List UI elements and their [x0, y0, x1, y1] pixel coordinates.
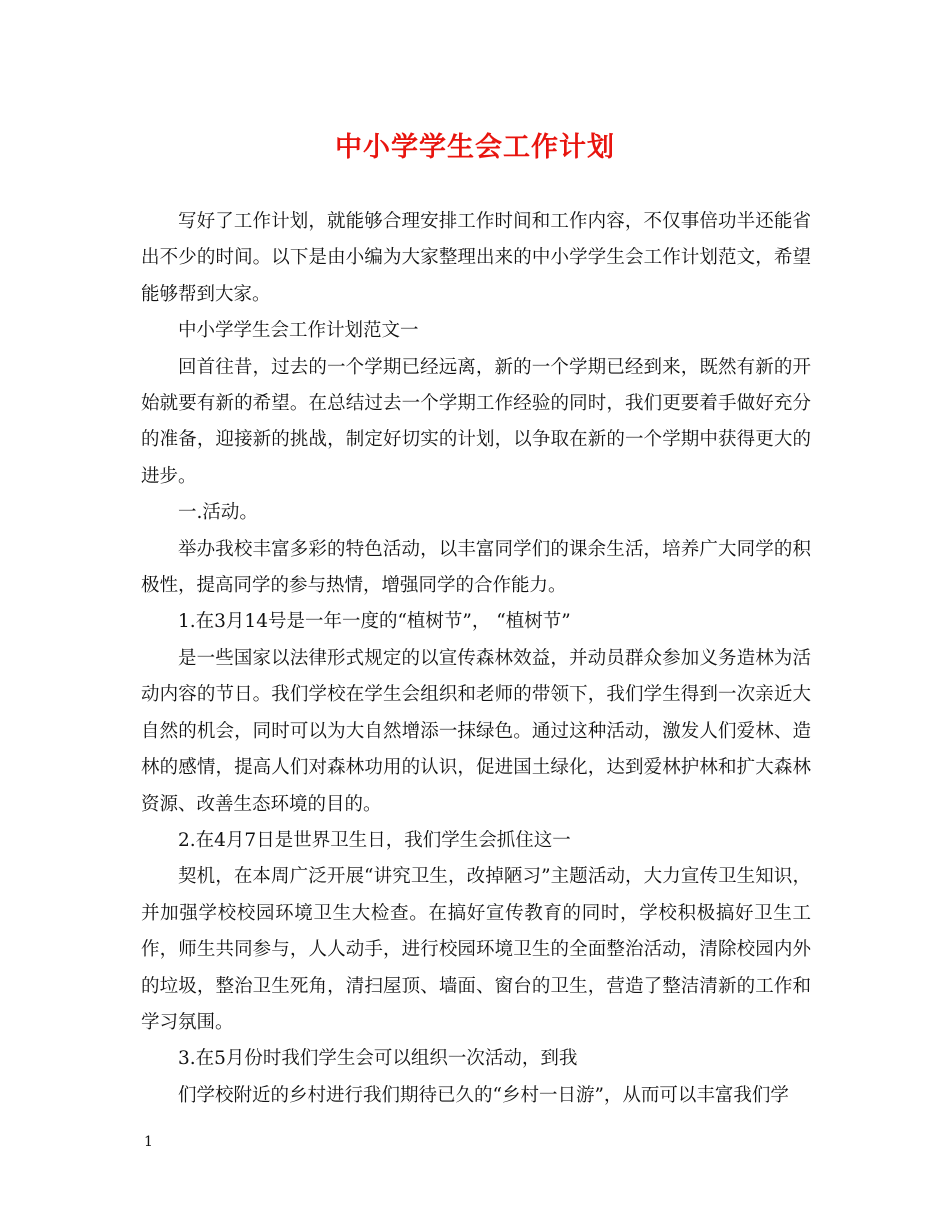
paragraph-sample-heading: 中小学学生会工作计划范文一: [178, 320, 419, 342]
paragraph-item-1: 1.在3月14号是一年一度的“植树节”， “植树节”: [178, 611, 571, 633]
paragraph-item-1-detail: 是一些国家以法律形式规定的以宣传森林效益，并动员群众参加义务造林为活动内容的节日。我们学校在学生会组织和老师的带领下，我们学生得到一次亲近大自然的机会，同时可以为大自然增添一抹绿色。通过这种活动，激发人们爱林、造林的感情，提高人们对森林功用的认识，促进国土绿化，达到爱林护林和扩大森林资源、改善生态环境的目的。: [141, 647, 811, 815]
document-title: 中小学学生会工作计划: [335, 132, 615, 163]
paragraph-activities-goal: 举办我校丰富多彩的特色活动，以丰富同学们的课余生活，培养广大同学的积极性，提高同学的参与热情，增强同学的合作能力。: [141, 538, 811, 597]
paragraph-intro: 写好了工作计划，就能够合理安排工作时间和工作内容，不仅事倍功半还能省出不少的时间。以下是由小编为大家整理出来的中小学学生会工作计划范文，希望能够帮到大家。: [141, 211, 811, 305]
paragraph-review: 回首往昔，过去的一个学期已经远离，新的一个学期已经到来，既然有新的开始就要有新的希望。在总结过去一个学期工作经验的同时，我们更要着手做好充分的准备，迎接新的挑战，制定好切实的计划，以争取在新的一个学期中获得更大的进步。: [141, 356, 811, 487]
paragraph-item-2-detail: 契机，在本周广泛开展“讲究卫生，改掉陋习”主题活动，大力宣传卫生知识，并加强学校校园环境卫生大检查。在搞好宣传教育的同时，学校积极搞好卫生工作，师生共同参与，人人动手，进行校园环境卫生的全面整治活动，清除校园内外的垃圾，整治卫生死角，清扫屋顶、墙面、窗台的卫生，营造了整洁清新的工作和学习氛围。: [141, 866, 811, 1033]
paragraph-item-3-detail: 们学校附近的乡村进行我们期待已久的“乡村一日游”，从而可以丰富我们学: [178, 1084, 789, 1106]
paragraph-item-3: 3.在5月份时我们学生会可以组织一次活动，到我: [178, 1048, 578, 1070]
page-number: 1: [144, 1134, 153, 1150]
document-body: [141, 204, 811, 1114]
paragraph-section-activities: 一.活动。: [178, 502, 258, 524]
paragraph-item-2: 2.在4月7日是世界卫生日，我们学生会抓住这一: [178, 829, 571, 851]
